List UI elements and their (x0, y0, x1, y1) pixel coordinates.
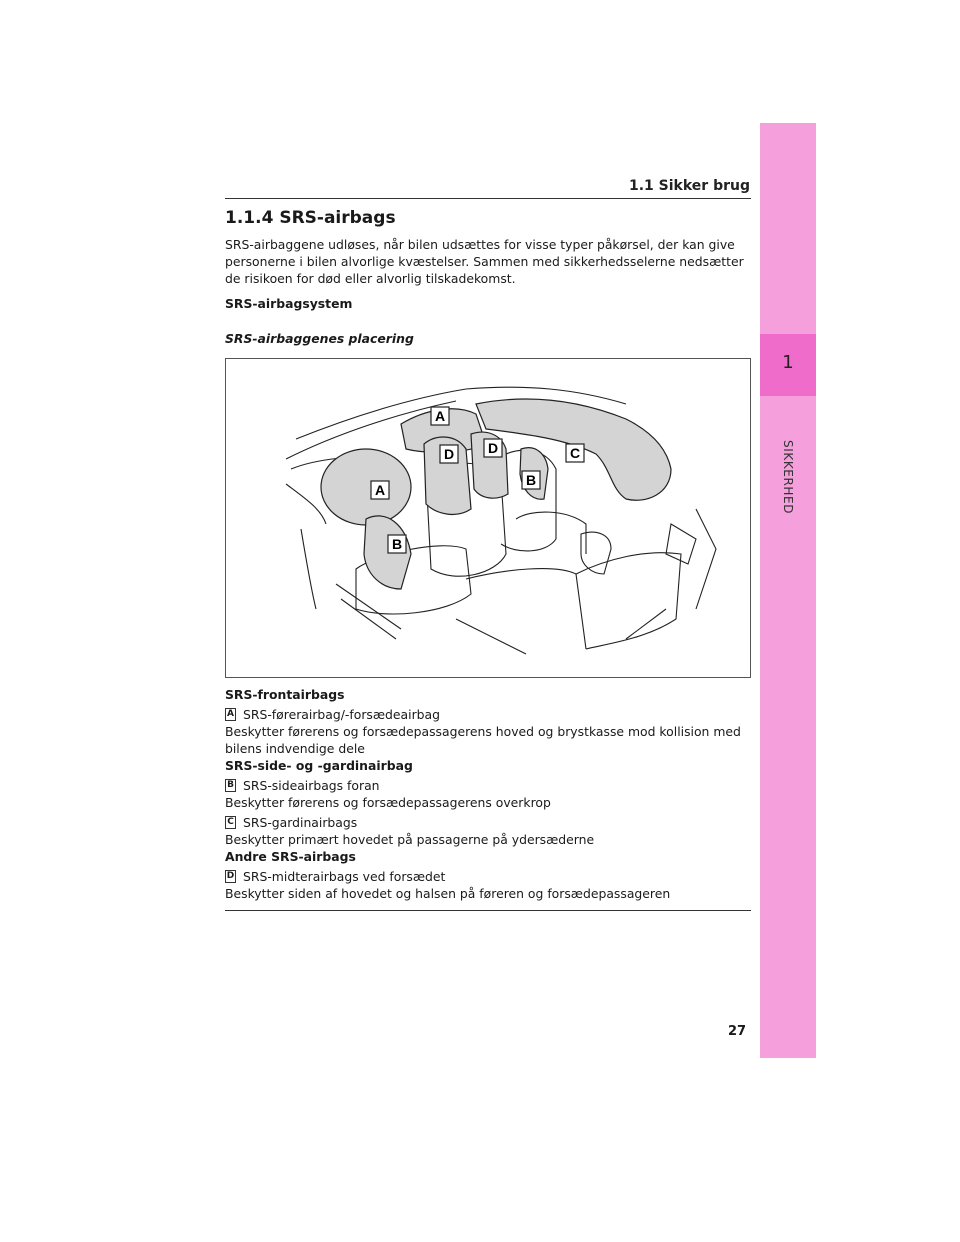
legend-side-title: SRS-side- og -gardinairbag (225, 758, 413, 773)
legend-item-c (225, 814, 751, 831)
legend-letter-c: C (225, 816, 236, 829)
legend-desc-b: Beskytter førerens og forsædepassagerens overkrop (225, 795, 551, 810)
legend-desc-a: Beskytter førerens og forsædepassagerens hoved og brystkasse mod kollision med bilens indvendige dele (225, 724, 741, 756)
chapter-number: 1 (782, 352, 794, 373)
section-content (225, 208, 751, 347)
legend-name-c: SRS-gardinairbags (243, 815, 358, 830)
legend-name-b: SRS-sideairbags foran (243, 778, 380, 793)
label-a-passenger: A (435, 408, 446, 424)
legend-name-a: SRS-førerairbag/-forsædeairbag (243, 707, 440, 722)
page-number: 27 (728, 1024, 747, 1039)
legend-front-title: SRS-frontairbags (225, 687, 345, 702)
legend-letter-a: A (225, 708, 236, 721)
subheading: SRS-airbagsystem (225, 296, 353, 311)
legend-name-d: SRS-midterairbags ved forsædet (243, 869, 446, 884)
legend-other-title: Andre SRS-airbags (225, 849, 356, 864)
section-heading: 1.1.4 SRS-airbags (225, 208, 396, 228)
subheading-italic: SRS-airbaggenes placering (225, 331, 414, 346)
airbag-legend (225, 686, 751, 902)
legend-item-a (225, 706, 751, 723)
legend-letter-d: D (226, 871, 235, 881)
airbag-illustration-svg (226, 359, 750, 677)
legend-desc-c: Beskytter primært hovedet på passagerne på ydersæderne (225, 832, 595, 847)
legend-desc-d: Beskytter siden af hovedet og halsen på føreren og forsædepassageren (225, 886, 671, 901)
footer-rule (225, 910, 751, 911)
label-d-2: D (488, 440, 499, 456)
intro-paragraph: SRS-airbaggene udløses, når bilen udsættes for visse typer påkørsel, der kan give personerne i bilen alvorlige kvæstelser. Sammen med sikkerhedsselerne nedsætter de risikoen for død eller alvorlig tilskadekomst. (225, 237, 744, 286)
chapter-tab (760, 123, 816, 1058)
airbag-illustration (225, 358, 751, 678)
chapter-label: SIKKERHED (781, 440, 795, 515)
label-a-driver: A (375, 482, 386, 498)
legend-item-b (225, 777, 751, 794)
running-header: 1.1 Sikker brug (629, 178, 750, 194)
label-b-driver: B (392, 536, 403, 552)
legend-item-d (225, 868, 751, 885)
header-rule (225, 198, 751, 199)
label-d-1: D (444, 446, 455, 462)
label-c-curtain: C (570, 445, 581, 461)
label-b-passenger: B (526, 472, 537, 488)
legend-letter-b: B (225, 779, 236, 792)
